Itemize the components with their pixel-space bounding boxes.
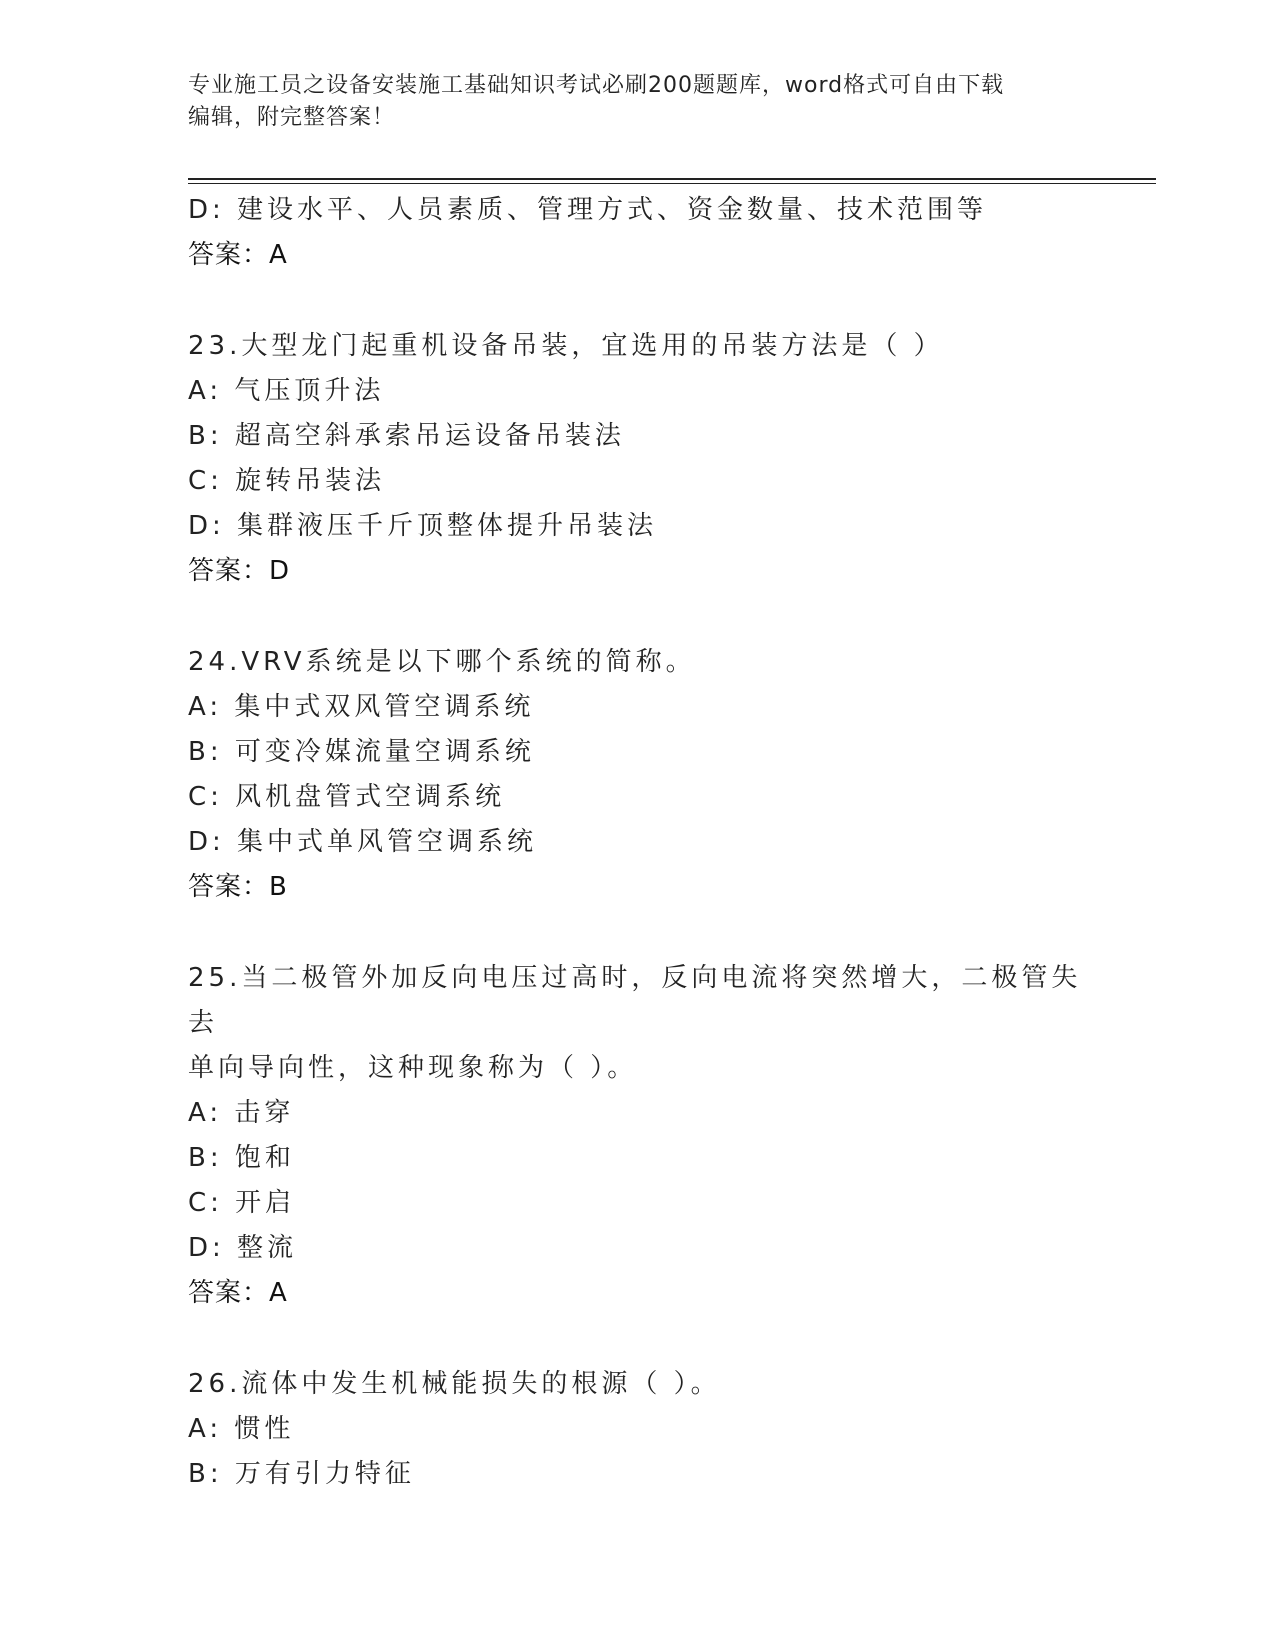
- option-a: A: 击穿: [188, 1098, 295, 1128]
- question-24: [188, 640, 1088, 910]
- answer: 答案：A: [188, 240, 288, 270]
- question-25: [188, 956, 1088, 1316]
- option-d: D: 建设水平、人员素质、管理方式、资金数量、技术范围等: [188, 195, 988, 225]
- option-b: B: 可变冷媒流量空调系统: [188, 737, 535, 767]
- document-header: [188, 70, 1088, 134]
- question-title-line1: 25.当二极管外加反向电压过高时，反向电流将突然增大，二极管失去: [188, 963, 1082, 1038]
- spacer: [188, 910, 1088, 956]
- header-title-line2: 编辑，附完整答案！: [188, 105, 396, 130]
- option-b: B: 超高空斜承索吊运设备吊装法: [188, 421, 625, 451]
- spacer: [188, 278, 1088, 324]
- option-a: A: 惯性: [188, 1414, 295, 1444]
- header-title-line1: 专业施工员之设备安装施工基础知识考试必刷200题题库，word格式可自由下载: [188, 73, 1005, 98]
- option-a: A: 气压顶升法: [188, 376, 385, 406]
- spacer: [188, 594, 1088, 640]
- question-title: 24.VRV系统是以下哪个系统的简称。: [188, 647, 696, 677]
- option-b: B: 万有引力特征: [188, 1459, 415, 1489]
- header-divider: [188, 178, 1156, 180]
- header-divider-thin: [188, 183, 1156, 184]
- question-title: 26.流体中发生机械能损失的根源（ ）。: [188, 1369, 721, 1399]
- option-c: C: 开启: [188, 1188, 296, 1218]
- option-d: D: 集中式单风管空调系统: [188, 827, 538, 857]
- document-body: [188, 188, 1088, 1497]
- question-title: 23.大型龙门起重机设备吊装，宜选用的吊装方法是（ ）: [188, 331, 944, 361]
- question-26: [188, 1362, 1088, 1497]
- spacer: [188, 1316, 1088, 1362]
- option-b: B: 饱和: [188, 1143, 295, 1173]
- option-c: C: 旋转吊装法: [188, 466, 386, 496]
- question-title-line2: 单向导向性，这种现象称为（ ）。: [188, 1053, 638, 1083]
- option-d: D: 整流: [188, 1233, 298, 1263]
- option-c: C: 风机盘管式空调系统: [188, 782, 506, 812]
- option-a: A: 集中式双风管空调系统: [188, 692, 535, 722]
- answer: 答案：D: [188, 556, 291, 586]
- question-22-tail: [188, 188, 1088, 278]
- question-23: [188, 324, 1088, 594]
- answer: 答案：B: [188, 872, 288, 902]
- option-d: D: 集群液压千斤顶整体提升吊装法: [188, 511, 658, 541]
- answer: 答案：A: [188, 1278, 288, 1308]
